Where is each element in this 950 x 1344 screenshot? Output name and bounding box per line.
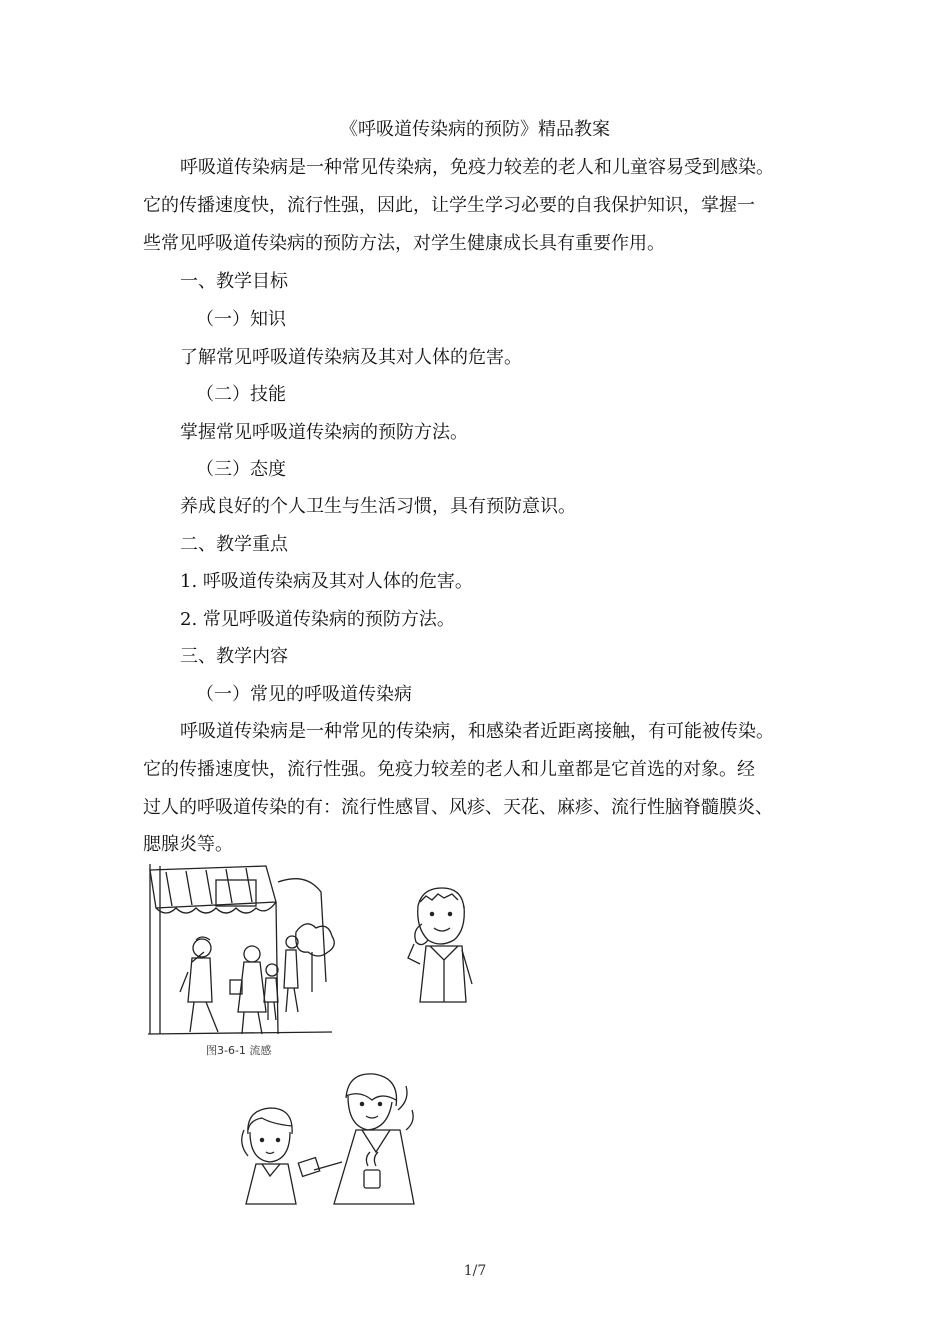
intro-line-3: 些常见呼吸道传染病的预防方法，对学生健康成长具有重要作用。 — [143, 233, 665, 254]
key-point-1: 1. 呼吸道传染病及其对人体的危害。 — [180, 571, 473, 592]
content-line-1: 呼吸道传染病是一种常见的传染病，和感染者近距离接触，有可能被传染。 — [180, 721, 774, 742]
section-heading-key-points: 二、教学重点 — [180, 534, 288, 555]
flu-street-illustration — [146, 862, 336, 1062]
subheading-skills: （二）技能 — [196, 384, 286, 405]
skills-text: 掌握常见呼吸道传染病的预防方法。 — [180, 422, 468, 443]
subheading-attitude: （三）态度 — [196, 459, 286, 480]
intro-line-2: 它的传播速度快，流行性强，因此，让学生学习必要的自我保护知识，掌握一 — [143, 195, 755, 216]
section-heading-objectives: 一、教学目标 — [180, 271, 288, 292]
medicine-illustration — [238, 1070, 428, 1212]
subheading-common-diseases: （一）常见的呼吸道传染病 — [196, 684, 412, 705]
content-line-4: 腮腺炎等。 — [143, 834, 233, 855]
key-point-2: 2. 常见呼吸道传染病的预防方法。 — [180, 609, 455, 630]
section-heading-content: 三、教学内容 — [180, 646, 288, 667]
intro-line-1: 呼吸道传染病是一种常见传染病，免疫力较差的老人和儿童容易受到感染。 — [180, 157, 774, 178]
coughing-boy-illustration — [400, 884, 480, 1014]
attitude-text: 养成良好的个人卫生与生活习惯，具有预防意识。 — [180, 496, 576, 517]
content-line-3: 过人的呼吸道传染的有：流行性感冒、风疹、天花、麻疹、流行性脑脊髓膜炎、 — [143, 797, 773, 818]
subheading-knowledge: （一）知识 — [196, 309, 286, 330]
figure-1-caption: 图3-6-1 流感 — [206, 1044, 272, 1057]
knowledge-text: 了解常见呼吸道传染病及其对人体的危害。 — [180, 347, 522, 368]
page-number: 1/7 — [463, 1263, 487, 1279]
content-line-2: 它的传播速度快，流行性强。免疫力较差的老人和儿童都是它首选的对象。经 — [143, 759, 755, 780]
document-title: 《呼吸道传染病的预防》精品教案 — [340, 119, 610, 140]
